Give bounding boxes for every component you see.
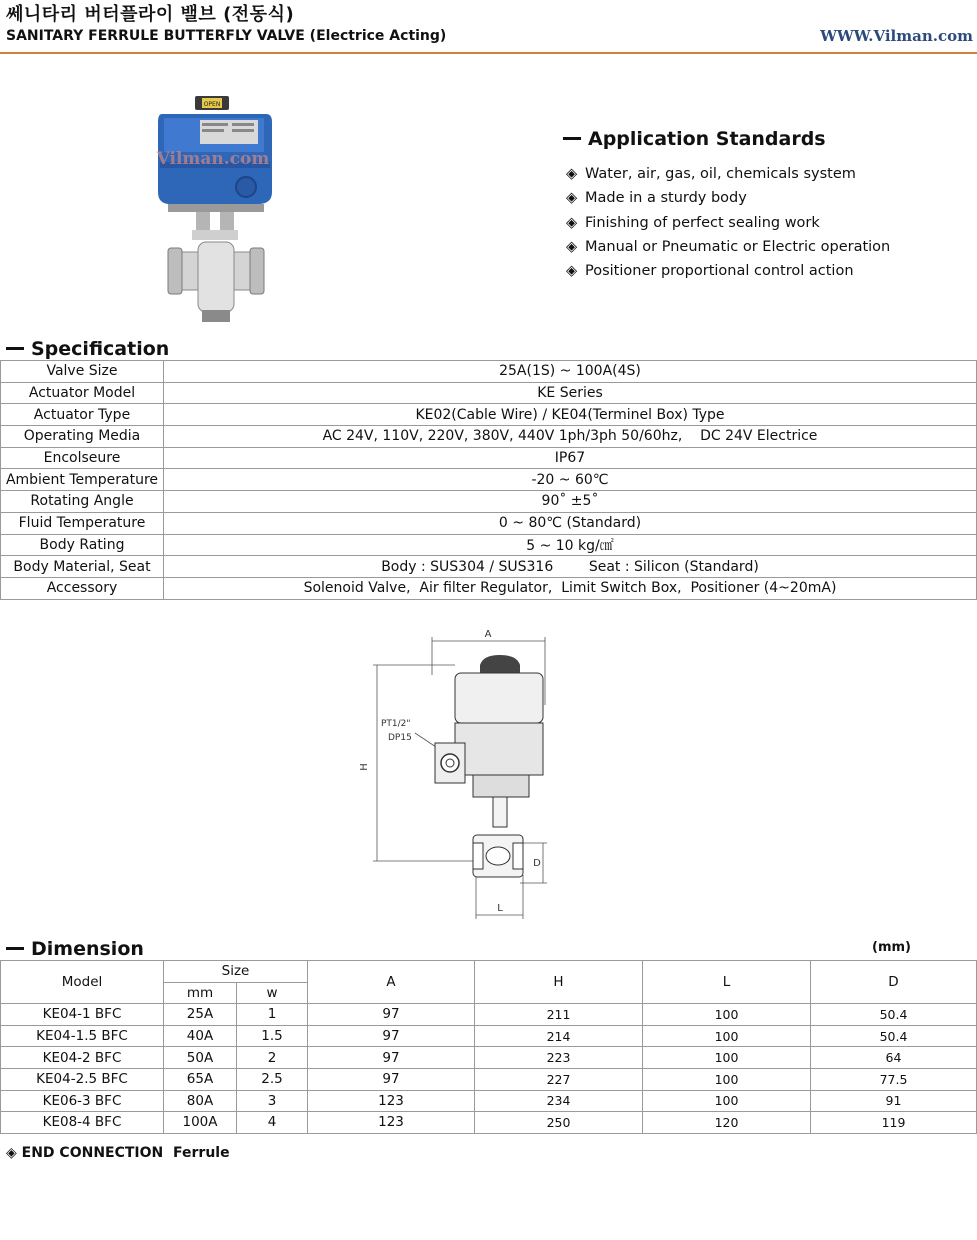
cell-a: 97 xyxy=(308,1004,475,1026)
spec-key: Valve Size xyxy=(1,361,164,383)
specification-title xyxy=(6,338,169,360)
table-row xyxy=(1,382,977,404)
spec-value: Solenoid Valve, Air filter Regulator, Limit Switch Box, Positioner (4~20mA) xyxy=(164,577,977,599)
spec-key: Fluid Temperature xyxy=(1,512,164,534)
cell-mm: 80A xyxy=(164,1090,237,1112)
diamond-bullet-icon: ◈ xyxy=(566,166,578,182)
cell-model: KE06-3 BFC xyxy=(1,1090,164,1112)
header-divider xyxy=(0,52,977,54)
spec-value: 0 ~ 80℃ (Standard) xyxy=(164,512,977,534)
end-connection-value: Ferrule xyxy=(173,1145,230,1161)
cell-h: 250 xyxy=(475,1112,643,1134)
cell-w: 1 xyxy=(237,1004,308,1026)
header-w: w xyxy=(237,982,308,1004)
cell-l: 100 xyxy=(643,1047,811,1069)
spec-value: 90˚ ±5˚ xyxy=(164,491,977,513)
diamond-bullet-icon: ◈ xyxy=(566,263,578,280)
cell-d: 64 xyxy=(811,1047,977,1069)
list-item xyxy=(566,236,890,260)
spec-key: Accessory xyxy=(1,577,164,599)
cell-h: 234 xyxy=(475,1090,643,1112)
cell-model: KE04-2.5 BFC xyxy=(1,1068,164,1090)
table-row xyxy=(1,426,977,448)
cell-mm: 50A xyxy=(164,1047,237,1069)
header-h: H xyxy=(475,961,643,1004)
cell-h: 223 xyxy=(475,1047,643,1069)
header-size: Size xyxy=(164,961,308,983)
cell-d: 50.4 xyxy=(811,1004,977,1026)
cell-mm: 40A xyxy=(164,1025,237,1047)
spec-value: IP67 xyxy=(164,447,977,469)
table-row xyxy=(1,491,977,513)
cell-w: 4 xyxy=(237,1112,308,1134)
dimension-title xyxy=(6,938,144,960)
cell-d: 77.5 xyxy=(811,1068,977,1090)
title-dash xyxy=(6,947,24,950)
cell-l: 100 xyxy=(643,1025,811,1047)
cell-w: 2 xyxy=(237,1047,308,1069)
cell-mm: 100A xyxy=(164,1112,237,1134)
drawing-label-d: D xyxy=(533,858,541,869)
end-connection-label: END CONNECTION xyxy=(21,1145,164,1161)
cell-model: KE08-4 BFC xyxy=(1,1112,164,1134)
spec-value: KE02(Cable Wire) / KE04(Terminel Box) Type xyxy=(164,404,977,426)
cell-model: KE04-1 BFC xyxy=(1,1004,164,1026)
cell-a: 123 xyxy=(308,1112,475,1134)
open-label: OPEN xyxy=(203,101,221,108)
cell-h: 211 xyxy=(475,1004,643,1026)
table-row xyxy=(1,1047,977,1069)
header-mm: mm xyxy=(164,982,237,1004)
table-row xyxy=(1,469,977,491)
cell-a: 123 xyxy=(308,1090,475,1112)
spec-key: Rotating Angle xyxy=(1,491,164,513)
spec-key: Body Material, Seat xyxy=(1,556,164,578)
dimension-title-text: Dimension xyxy=(31,938,144,960)
spec-value: AC 24V, 110V, 220V, 380V, 440V 1ph/3ph 50/60hz, DC 24V Electrice xyxy=(164,426,977,448)
header-a: A xyxy=(308,961,475,1004)
watermark-text: Vilman.com xyxy=(156,149,270,169)
title-dash xyxy=(6,347,24,350)
cell-h: 214 xyxy=(475,1025,643,1047)
cell-l: 100 xyxy=(643,1090,811,1112)
cell-l: 100 xyxy=(643,1068,811,1090)
specification-table xyxy=(0,360,977,600)
application-item-text: Made in a sturdy body xyxy=(585,190,747,207)
table-row xyxy=(1,1068,977,1090)
dimension-table xyxy=(0,960,977,1134)
cell-mm: 65A xyxy=(164,1068,237,1090)
cell-l: 100 xyxy=(643,1004,811,1026)
application-item-text: Positioner proportional control action xyxy=(585,263,854,280)
product-image xyxy=(140,92,290,327)
table-row xyxy=(1,1025,977,1047)
cell-h: 227 xyxy=(475,1068,643,1090)
spec-key: Actuator Model xyxy=(1,382,164,404)
end-connection xyxy=(6,1145,230,1161)
table-row xyxy=(1,1004,977,1026)
cell-a: 97 xyxy=(308,1025,475,1047)
list-item xyxy=(566,187,890,211)
specification-title-text: Specification xyxy=(31,338,170,360)
cell-l: 120 xyxy=(643,1112,811,1134)
diamond-bullet-icon: ◈ xyxy=(566,214,578,231)
cell-model: KE04-2 BFC xyxy=(1,1047,164,1069)
table-row xyxy=(1,534,977,556)
spec-key: Encolseure xyxy=(1,447,164,469)
list-item xyxy=(566,260,890,284)
header-l: L xyxy=(643,961,811,1004)
drawing-label-dp: DP15 xyxy=(388,733,412,743)
drawing-label-h: H xyxy=(359,763,370,771)
application-title-text: Application Standards xyxy=(588,128,826,150)
spec-value: Body : SUS304 / SUS316 Seat : Silicon (Standard) xyxy=(164,556,977,578)
application-item-text: Water, air, gas, oil, chemicals system xyxy=(585,166,856,182)
cell-a: 97 xyxy=(308,1047,475,1069)
application-item-text: Manual or Pneumatic or Electric operation xyxy=(585,238,891,255)
table-row xyxy=(1,361,977,383)
cell-d: 91 xyxy=(811,1090,977,1112)
header-d: D xyxy=(811,961,977,1004)
diamond-bullet-icon: ◈ xyxy=(6,1145,17,1161)
cell-w: 2.5 xyxy=(237,1068,308,1090)
website-link[interactable]: WWW.Vilman.com xyxy=(820,27,973,45)
cell-d: 119 xyxy=(811,1112,977,1134)
cell-a: 97 xyxy=(308,1068,475,1090)
drawing-label-pt: PT1/2" xyxy=(381,719,411,729)
diamond-bullet-icon: ◈ xyxy=(566,190,578,207)
spec-value: 5 ~ 10 kg/㎠ xyxy=(164,534,977,556)
spec-key: Operating Media xyxy=(1,426,164,448)
spec-key: Ambient Temperature xyxy=(1,469,164,491)
table-row xyxy=(1,577,977,599)
cell-mm: 25A xyxy=(164,1004,237,1026)
table-row xyxy=(1,1112,977,1134)
drawing-label-l: L xyxy=(497,903,503,914)
dimension-drawing xyxy=(355,625,555,925)
cell-model: KE04-1.5 BFC xyxy=(1,1025,164,1047)
spec-value: KE Series xyxy=(164,382,977,404)
application-item-text: Finishing of perfect sealing work xyxy=(585,214,820,231)
page-title-korean: 쎄니타리 버터플라이 밸브 (전동식) xyxy=(6,4,295,25)
cell-d: 50.4 xyxy=(811,1025,977,1047)
spec-key: Body Rating xyxy=(1,534,164,556)
application-list xyxy=(566,163,890,284)
spec-value: -20 ~ 60℃ xyxy=(164,469,977,491)
list-item xyxy=(566,163,890,187)
unit-label: (mm) xyxy=(872,940,911,955)
page-title-english: SANITARY FERRULE BUTTERFLY VALVE (Electrice Acting) xyxy=(6,28,447,44)
header-model: Model xyxy=(1,961,164,1004)
spec-key: Actuator Type xyxy=(1,404,164,426)
drawing-label-a: A xyxy=(484,629,492,640)
table-row xyxy=(1,404,977,426)
diamond-bullet-icon: ◈ xyxy=(566,238,578,255)
table-row xyxy=(1,447,977,469)
table-header-row xyxy=(1,961,977,983)
list-item xyxy=(566,212,890,236)
cell-w: 3 xyxy=(237,1090,308,1112)
spec-value: 25A(1S) ~ 100A(4S) xyxy=(164,361,977,383)
table-row xyxy=(1,556,977,578)
table-row xyxy=(1,512,977,534)
cell-w: 1.5 xyxy=(237,1025,308,1047)
application-standards-title xyxy=(563,128,826,150)
title-dash xyxy=(563,137,581,140)
table-row xyxy=(1,1090,977,1112)
